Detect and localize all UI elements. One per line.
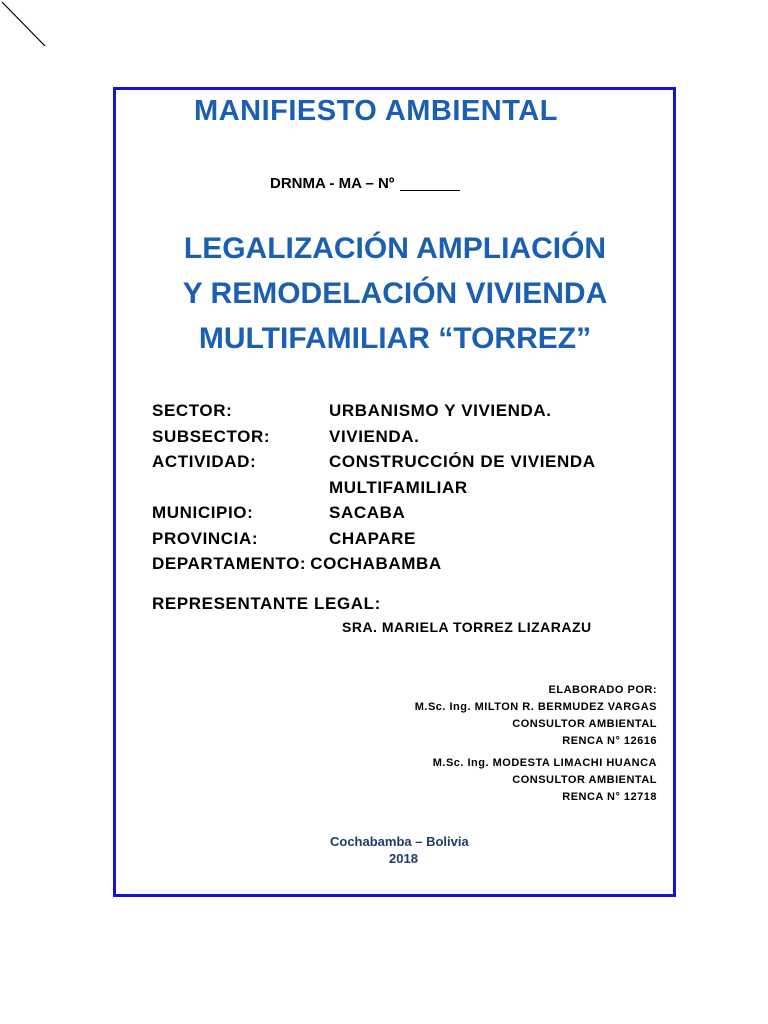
info-row-departamento — [152, 551, 596, 577]
info-row-actividad — [152, 449, 596, 475]
reference-number-blank — [400, 173, 460, 191]
sector-value: URBANISMO Y VIVIENDA. — [329, 401, 552, 420]
info-row-sector — [152, 398, 596, 424]
consultant-2-renca: RENCA N° 12718 — [562, 791, 657, 803]
actividad-value-line2: MULTIFAMILIAR — [329, 477, 468, 497]
provincia-label: PROVINCIA: — [152, 528, 259, 548]
actividad-label-spacer — [152, 475, 329, 501]
consultant-1-name: M.Sc. Ing. MILTON R. BERMUDEZ VARGAS — [414, 701, 657, 713]
departamento-value: COCHABAMBA — [310, 554, 442, 573]
corner-diagonal-line — [0, 0, 50, 50]
municipio-label: MUNICIPIO: — [152, 503, 254, 522]
place-name: Cochabamba – Bolivia — [330, 834, 469, 849]
provincia-value: CHAPARE — [329, 528, 417, 548]
document-year: 2018 — [389, 851, 418, 866]
project-info-list — [152, 398, 596, 577]
info-row-subsector — [152, 424, 596, 450]
representative-name: SRA. MARIELA TORREZ LIZARAZU — [342, 619, 592, 635]
consultant-1-renca: RENCA N° 12616 — [562, 735, 657, 747]
consultant-2-role: CONSULTOR AMBIENTAL — [512, 774, 657, 786]
reference-number — [270, 175, 460, 193]
subsector-value: VIVIENDA. — [329, 426, 420, 446]
subsector-label: SUBSECTOR: — [152, 426, 271, 446]
info-row-municipio — [152, 500, 596, 526]
departamento-label: DEPARTAMENTO: — [152, 554, 307, 573]
project-title-line-2: Y REMODELACIÓN VIVIENDA — [182, 277, 608, 310]
consultant-1-role: CONSULTOR AMBIENTAL — [512, 718, 657, 730]
project-title — [140, 226, 650, 361]
consultant-2-name: M.Sc. Ing. MODESTA LIMACHI HUANCA — [432, 757, 657, 769]
info-row-actividad-cont — [152, 475, 596, 501]
municipio-value: SACABA — [329, 503, 406, 522]
info-row-provincia — [152, 526, 596, 552]
representative-label: REPRESENTANTE LEGAL: — [152, 594, 381, 613]
credits-heading: ELABORADO POR: — [548, 684, 657, 696]
sector-label: SECTOR: — [152, 401, 233, 420]
project-title-line-3: MULTIFAMILIAR “TORREZ” — [198, 322, 592, 355]
document-title: MANIFIESTO AMBIENTAL — [194, 95, 558, 127]
actividad-value: CONSTRUCCIÓN DE VIVIENDA — [329, 452, 596, 471]
credits-block — [415, 682, 657, 806]
actividad-label: ACTIVIDAD: — [152, 452, 257, 471]
reference-code: DRNMA - MA – Nº — [270, 175, 395, 192]
project-title-line-1: LEGALIZACIÓN AMPLIACIÓN — [183, 232, 607, 265]
